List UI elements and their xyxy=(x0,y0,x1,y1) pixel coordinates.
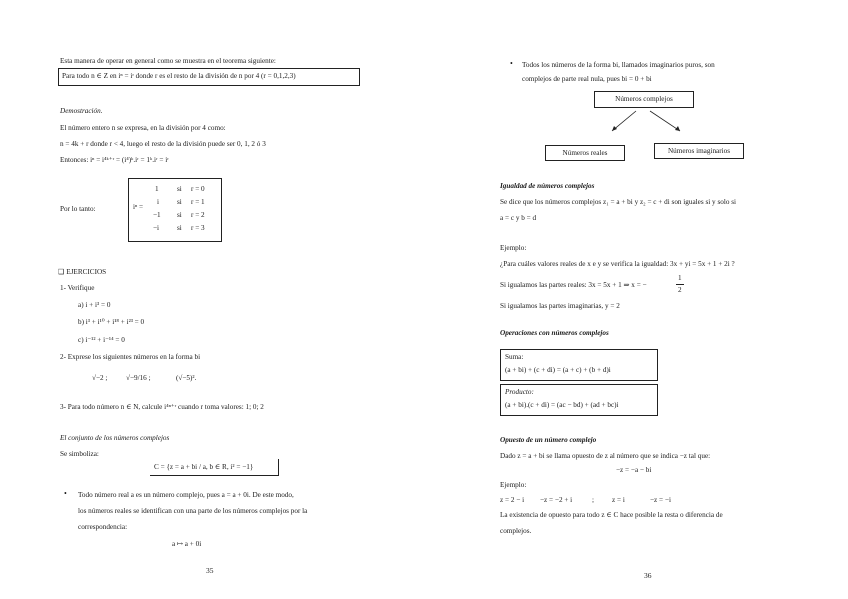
opuesto-line-1: Dado z = a + bi se llama opuesto de z al número que se indica −z tal que: xyxy=(500,452,711,460)
exercise-1-item: c) i⁻¹² + i⁻¹⁴ = 0 xyxy=(78,336,125,344)
demo-line-2: n = 4k + r donde r < 4, luego el resto de la división puede ser 0, 1, 2 ó 3 xyxy=(60,140,266,148)
ejemplo-2-item: z = 2 − i xyxy=(500,496,525,504)
ejemplo-2-item: −z = −i xyxy=(650,496,671,504)
exercise-1-title: 1- Verifique xyxy=(60,284,95,292)
ejemplo-2-item: −z = −2 + i xyxy=(540,496,573,504)
exercise-1-item: b) i³ + i¹⁰ + i¹⁸ + i²³ = 0 xyxy=(78,318,145,326)
exercise-3: 3- Para todo número n ∈ N, calcule i⁴ⁿ⁺ʳ cuando r toma valores: 1; 0; 2 xyxy=(60,403,264,411)
page-number: 36 xyxy=(644,571,652,580)
suma-label: Suma: xyxy=(505,353,524,361)
bullet-dot: • xyxy=(64,489,67,498)
intro-text: Esta manera de operar en general como se muestra en el teorema siguiente: xyxy=(60,57,276,65)
theorem-text: Para todo n ∈ Z en iⁿ = iʳ donde r es el resto de la división de n por 4 (r = 0,1,2,3) xyxy=(62,72,296,80)
cases-lhs: iⁿ = xyxy=(133,203,144,211)
igualdad-line-2: a = c y b = d xyxy=(500,214,537,222)
bullet-1-line-2: los números reales se identifican con una parte de los números complejos por la xyxy=(78,507,308,515)
fraction-numerator: 1 xyxy=(678,274,682,282)
bullet-2-line-2: complejos de parte real nula, pues bi = 0 + bi xyxy=(522,75,652,83)
bullet-2-line-1: Todos los números de la forma bi, llamados imaginarios puros, son xyxy=(522,61,715,69)
bullet-dot: • xyxy=(510,59,513,68)
demo-title: Demostración. xyxy=(60,107,103,115)
ejemplo-answer-2: Si igualamos las partes imaginarias, y = 2 xyxy=(500,302,620,310)
bullet-1-line-3: correspondencia: xyxy=(78,523,128,531)
ejemplo-2-item: z = i xyxy=(612,496,625,504)
ejemplo-2-label: Ejemplo: xyxy=(500,481,527,489)
page-number: 35 xyxy=(206,566,214,575)
exercise-1-item: a) i + i³ = 0 xyxy=(78,301,111,309)
igualdad-title: Igualdad de números complejos xyxy=(500,182,595,190)
conjunto-title: El conjunto de los números complejos xyxy=(60,434,170,442)
por-tanto-label: Por lo tanto: xyxy=(60,205,96,213)
right-page xyxy=(424,0,848,599)
correspondence-formula: a ↦ a + 0i xyxy=(172,540,202,548)
demo-line-3: Entonces: iⁿ = i⁴ᵏ⁺ʳ = (i⁴)ᵏ.iʳ = 1ᵏ.iʳ = iʳ xyxy=(60,156,169,164)
suma-box xyxy=(500,349,658,381)
box-real-numbers: Números reales xyxy=(545,145,625,161)
suma-formula: (a + bi) + (c + di) = (a + c) + (b + d)i xyxy=(505,366,611,374)
producto-label: Producto: xyxy=(505,388,534,396)
simboliza-label: Se simboliza: xyxy=(60,450,99,458)
fraction-denominator: 2 xyxy=(678,286,682,294)
arrow-left-head xyxy=(612,126,617,131)
set-definition-box xyxy=(150,459,279,476)
box-imaginary-numbers: Números imaginarios xyxy=(654,143,744,159)
closing-line-1: La existencia de opuesto para todo z ∈ C hace posible la resta o diferencia de xyxy=(500,511,723,519)
producto-box xyxy=(500,384,658,416)
bullet-1-line-1: Todo número real a es un número complejo, pues a = a + 0i. De este modo, xyxy=(78,491,294,499)
operaciones-title: Operaciones con números complejos xyxy=(500,329,609,337)
set-definition: C = {z = a + bi / a, b ∈ R, i² = −1} xyxy=(154,463,254,471)
cases-box: iⁿ = 1 si r = 0 i si r = 1 −1 si r = 2 −i si r = 3 xyxy=(128,178,222,242)
demo-line-1: El número entero n se expresa, en la división por 4 como: xyxy=(60,124,226,132)
ejemplo-question: ¿Para cuáles valores reales de x e y se verifica la igualdad: 3x + yi = 5x + 1 + 2i ? xyxy=(500,260,735,268)
theorem-box xyxy=(58,68,360,86)
exercise-2-item: (√−5)². xyxy=(176,374,197,382)
box-complex-numbers: Números complejos xyxy=(594,91,694,108)
arrows-diagram xyxy=(424,0,848,170)
igualdad-line-1: Se dice que los números complejos z₁ = a + bi y z₂ = c + di son iguales si y solo si xyxy=(500,198,737,206)
ejercicios-header: ❑ EJERCICIOS xyxy=(58,268,107,276)
ejemplo-answer-1: Si igualamos las partes reales: 3x = 5x + 1 ⇒ x = − xyxy=(500,281,647,289)
exercise-2-item: √−2 ; xyxy=(92,374,108,382)
ejemplo-2-item: ; xyxy=(592,496,594,504)
exercise-2-item: √−9/16 ; xyxy=(126,374,151,382)
opuesto-formula: −z = −a − bi xyxy=(616,466,652,474)
arrow-right xyxy=(650,111,680,131)
exercise-2-title: 2- Exprese los siguientes números en la forma bi xyxy=(60,353,201,361)
opuesto-title: Opuesto de un número complejo xyxy=(500,436,597,444)
producto-formula: (a + bi).(c + di) = (ac − bd) + (ad + bc)i xyxy=(505,401,619,409)
closing-line-2: complejos. xyxy=(500,527,532,535)
fraction-bar xyxy=(676,284,684,285)
ejemplo-label: Ejemplo: xyxy=(500,244,527,252)
